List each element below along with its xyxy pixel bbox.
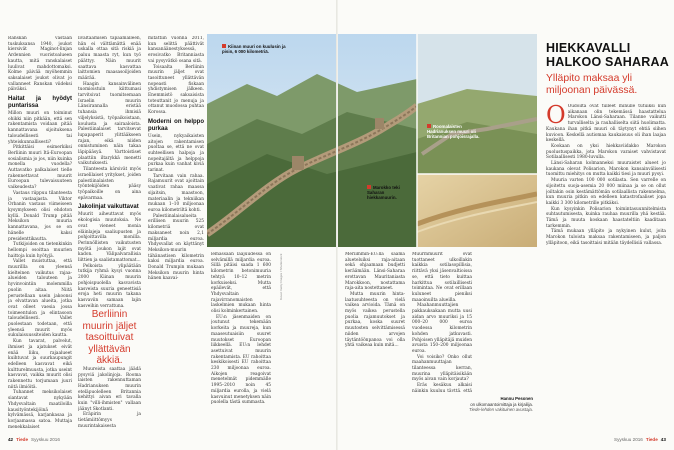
page-number: 42	[8, 437, 14, 442]
paragraph: Ranskan vastaan tuskuksansa 1940, joukot kiersivät Maginot-linjan Ardennien vuoristoalueen kautta, mitä ranskalaiset luulivat mahdottomaksi. Kolme päivää myöhemmin saksalaiset joukot olivat jo vallanneet Ranskan viideksi päiväksi.	[8, 36, 72, 93]
caption-text: Kiinan muuri on kuulusin ja pisin, 6 000 kilometriä.	[222, 44, 286, 55]
paragraph: Vallet muistuttaa, että muurillla on yleensä kielteinen vaikutus rajaa-alueiden talouteen ja hyvinvointiin molemmilla puolin aitaa. Niitä perustellaan usein jakoonsi ja elvattavan alueita, jotka ovat olleet vaesia jossa toimeentulon ja elintasoon taloudellisesti. Vallet puolestaan todetaan, että yleensä muurit myös sukulaisuussiteiden kautta.	[8, 259, 72, 339]
paragraph: lemassaan laajuudessa on selvämillä miljardia euroa. Sillä pitäisi saada 1 600 kilometrin betonimuuria tehtyä 10–12 metrin korkuiseksi. Mutta epäilevät, että Yhdysvaltain rajavirranomaisten laskelmien mukaan hinta olisi kolminkertainen.	[211, 252, 271, 315]
paragraph: Länsi-Saharan kolmanneksi muuraistet alueet jo kaukana olevat Polisarion, Marokon kansainvälisesti tuomittu miehitys on mutta kaikki tiesi ja muuri pysyi.	[546, 161, 666, 178]
author-name: Hannu Pesonen	[500, 396, 533, 401]
paragraph: Voi voisiko? Onko ollut maahanmuuttajan tilanteessa kerran, muurina ylläpitäisikään myös aivan vain korjauta?	[412, 354, 472, 383]
subheading: Jakolinjat vaikuttavat	[78, 204, 139, 211]
paragraph: Vastaus riippuu tilanteesta ja vastaajasta. Viktor Orbanin vastaus viimeiseen kysymykseen olisi ehdoton kyllä. Donald Trump pitää Meksikon muuria kannattavana, jos se on hänelle kaksi presidenttikautta.	[8, 190, 72, 242]
photo-credit: Kuvat: Getty Images / Shutterstock	[279, 253, 283, 300]
paragraph: Kookaan on yksi hiekkaviidakko Marokon puolustuspaikka, jota Marokon varaiset vahvistavat Sotilaallisesti 1980-luvulla.	[546, 143, 666, 161]
photo-caption	[367, 185, 412, 201]
paragraph: EU:n jäsenmaiden on joutunut tekemään korkeita ja muureja, kun maaseutuaisiin suuret muutokset Euroopan liikkeellä. EU:n lehdet asettuivat muurin rakentamista. EU rahoittaa keskikoisesti EU rahoittaa 230 miljoonaa euroa. Aikojen reagoivat menetelmät pidemmälle 1995–2010 noin 45 miljardia eurolla, ja vielä kasvuinut menetyksen näin puolella tästä summasta.	[211, 314, 271, 406]
paragraph: Pelkoista ylipäätään tutkija ryhmä kysyi vuonna 2000 Kiinan muurin pohjoispuolella kasvavista kasveista suuria geneettisiä eroja heti muurin takana kasvaviin samaan lajin kasveihin verrattuna.	[78, 263, 141, 309]
paragraph: Eräs kesäkuu alkaisi näinkin kuuluu täyttä, että	[412, 383, 472, 392]
paragraph: Tämä mukaan ylläpito ja nykyinen kulut, joita Marokon tuloista maksaa rakentamiseen, ja paljon ylläpitoon, eikä tasoittaisi mitään täydellisiä vallassa.	[546, 229, 666, 246]
paragraph: Usein, nykyaikaisten aitojen rakentamisen puoltaa se, että ne ovat suhteellisen halpoja ja nopeitajältä ja helppoja purkaa kuin vanhat kiviä tarinat.	[148, 133, 204, 174]
caption-marker	[367, 185, 371, 189]
caption-marker	[222, 44, 226, 48]
page-number: 43	[660, 437, 666, 442]
paragraph: Tutkijoiden on tietenkinkin hellompi osoittaa muurien haittoja kuin hyötyjä.	[8, 242, 72, 259]
caption-marker	[427, 124, 431, 128]
photo-illustration	[207, 34, 537, 247]
paragraph: Muuria varten 100 000 sotilasta. Sen varrelle on sijoitettu suoja-asemia 20 000 miinaa ja se on ollut joiltakin osin kestämättömän sotilaallista rakennelma, kun muuria pitkin on edelleen katastrofaaliset jopa kaikki 3 300 kilometrille pitkäksi.	[546, 178, 666, 206]
paragraph: Meriimmin-EU:lla saama alueteluiksi raja-aitaan sekä ohjaamaan budjetti keräämään. Länsi-Saharaa erottavan Mauritaniasta Marokkoon, nostattama raja-aita nostettaneet.	[345, 252, 405, 292]
paragraph: Tilanteesta kärsivät myös israelilaiset yritykset, joiden palestiinalaisten työntekijöiden pääsy työpaikoille on aina epävarmaa.	[78, 167, 141, 201]
text-column-6	[412, 252, 472, 392]
text-column-1	[8, 36, 72, 430]
paragraph: Tarvitaan vain rahaa. Rajamuurit ovat ajoittain vaativat rahaa maassa sijaitsin, maastoon, materiaalin ja tekniikan mukaan 1–10 miljoonaa euroa kilometriltä kohti.	[148, 173, 204, 213]
left-page-footer	[8, 437, 60, 442]
photo-caption	[222, 44, 287, 54]
paragraph: mitattiin vuonna 2011, kun selittä päättivät kansanäänestyksessä, erosivatko Britanniasta vai pysyvätkö osana sitä.	[148, 36, 204, 64]
article-headline: HIEKKAVALLI HALKOO SAHARAA	[546, 41, 669, 69]
author-note: Tiede-lehden vakituinen avustaja.	[469, 407, 533, 412]
text-column-5	[345, 252, 405, 432]
caption-text: Marokko teki Saharan hiekkamuurin.	[367, 185, 400, 201]
subheading: Moderni on helppo purkaa	[148, 118, 204, 132]
subheading: Haitat ja hyödyt puntarissa	[8, 96, 72, 110]
paragraph: Eräpirin ja tietämiittömyys muurintakaisesta	[78, 412, 141, 429]
paragraph: Toisaalta Berliinin muurin jäljet ovat tasoittuneet yllättävän nopeasti fiskaan yhdistymisen jälkeen. Enemmistö saksaisista toteuttanit jo menuja ja ottanut muodossa puhtaa Korossa.	[148, 64, 204, 116]
paragraph: Muureista saattaa jäädä pysyviä jakolinjoja. Rooma laisten rakennuttaman Hadrianuksen muurin eteläpuolelleen Britannia kehittyi aivan eri tavalla kuin "villi-ihmisten" vallaan jäänyt Skotlanti.	[78, 366, 141, 412]
paragraph: Millon muuri on toiminut ohikki niin pitkään, että sen rakentamista voidaan pitää kannattavana sijoituksena taloudellisesti tai yhteiskunnallisesti?	[8, 111, 72, 145]
article-photo-collage	[207, 34, 537, 247]
right-page-footer	[614, 437, 669, 442]
paragraph: Tuhannet meksikolaiset siantavat nykyään Yhdysvaltain maatiloilla kausityöntekijöinä kylvämässä, karjankasaa ja korjaamassa satoa. Muttaja menekkalaiset	[8, 390, 72, 430]
paragraph: Pitkittäisi esimerkiksi Berliinin muuri Itä-Euroopan sosialismia jo jos, niin kuinka monella vuodella? Auttavatko palkalaiset tielle rakennettavat muurit Euroopan tulevaisuuteen vaikeudesta?	[8, 145, 72, 191]
author-box	[437, 396, 533, 413]
paragraph: Muurit aiheuttavat myös ekologisia muutoksia. Ne ovat vieneet monia eläinlajeja saaliupusten ja pohjoittavilla monilla. Perinnöllisten vaikutusten myötä joukon lajit ovat kadon. Välipalvarallisia liittien ja saalistamattomat...	[78, 212, 141, 264]
paragraph: Muurmmuurit ovat tuottaneet ulkoillakin kaikkia sotilasopillisia, riittävä yksi jäsenvaltioissa se, että tieto kuittaa harkittua sotilaillisesti toimintaa. Ne ovat erillaan kuluneet pieniksi maaoinuilta alueilla.	[412, 252, 472, 303]
lead-text: Oudoilta ovat tulleet minulle tutuiksi kun aikanaan olin tekemässä haastattelua Marokon Länsi-Saharaan. Tilanne vaikutti turvalliselta ja rauhalliselta siitä huolimatta. Kaukana ihan pitkä muuri oli täytynyt ehtiä siihen kuvioon. Keskellä autiomaa kaukaisuus oli ihan laajaa keskellä.	[546, 104, 666, 144]
paragraph: Haagin kansainvälinen tuomioistuin kiittumasi tarvitsivat tuomitsemaan Israelin muurin Länsirannalla eristää tuhansia ihmisiä viljelyksistä, työpaikoistaan, koulusta ja sairaaloista. Palestiinalaiset tarvitsevat lupapaperit ylittääkseen rajan, eikä niiden onnistuminen näin takaa läpipääsyä. Varttoistiset plaattiin iltarykkä menetti vaikutuksesti.	[78, 81, 141, 167]
paragraph: livaltaamisen tapaamalleen, hän ei välttämättä enää uskalla ottaa sitä riskiä ja paluu maasta ryt, kun työ päättyy. Näin muurit saattava kasvattaa laittomien maasasoiljoiden määrää.	[78, 36, 141, 81]
lead-paragraph	[546, 104, 666, 144]
text-column-2	[78, 36, 141, 430]
paragraph: Kun kysyinkin Polisarion toimintasuunnitelmista suhtautumisesta, kuinka rauhaa muurilla yhä kestää. Tämä ja muuta koskaan haastateltiin kaaditaan tarkemmin.	[546, 206, 666, 229]
caption-text: Roomalaisten Hadrianuksen muuri oli Britannian pohjoisrajalla.	[427, 124, 480, 140]
issue-date: Syyskuu 2016	[31, 437, 60, 442]
issue-date: Syyskuu 2016	[614, 437, 643, 442]
text-column-3	[148, 36, 204, 430]
magazine-name: Tiede	[645, 437, 658, 442]
page-gutter	[336, 0, 338, 450]
paragraph: Palestiinalaisalueita erillisen muurin 525 kilometriä ovat maksaneet noin 2,1 miljardia euroa. Yhdysvallat on käyttänyt Meksikon-muurin tähänastisen kilometrin kaksi miljardia euroa. Donald Trumpin mukaan Meksikon muurin hinta hänen kaavai-	[148, 213, 204, 282]
paragraph: Mutta muurin hinta-laatusuhteesta on vielä vaikea arvioida. Tämä on myös vaikea perustella puolia rajamuutokset ja purkaa, koska suuret muutosten selvittämisessä niiden arvojen täytäntöönpanoa voi olla yhtä vaikeaa kuin mitä...	[345, 291, 405, 349]
pull-quote: Berliinin muurin jäljet tasoittuivat yllättävän äkkiä.	[82, 309, 137, 367]
text-column-7	[546, 104, 666, 430]
paragraph: Maahanmuuttajien pakkauksakaan mutta uusi aidan arvo muuriksi ja 15 000–20 000 euroa vuodessa kilometrin kohden jatkuvasti. Pohjoisen ylläpitäjä muiden avuista 150–200 miljoonaa euroa.	[412, 303, 472, 354]
article-deck: Ylläpito maksaa yli miljoonan päivässä.	[546, 73, 638, 96]
drop-cap: O	[546, 104, 566, 129]
magazine-name: Tiede	[16, 437, 29, 442]
author-role: on ulkomaantoimittaja ja kirjailija.	[470, 401, 533, 407]
photo-caption	[427, 124, 487, 140]
text-column-4	[211, 252, 271, 432]
paragraph: Kun tavarat, palvelut, ihmiset ja ajatukset eivät enää liiku, rajaalueet kuihtuvat ja suurkaupungit edelleen kasvavat eikä kultturelmuusta, jotka useint kasvavat, vaikka muurit olisi rakennettu torjumaan juuri niitä ilmiöitä.	[8, 339, 72, 390]
